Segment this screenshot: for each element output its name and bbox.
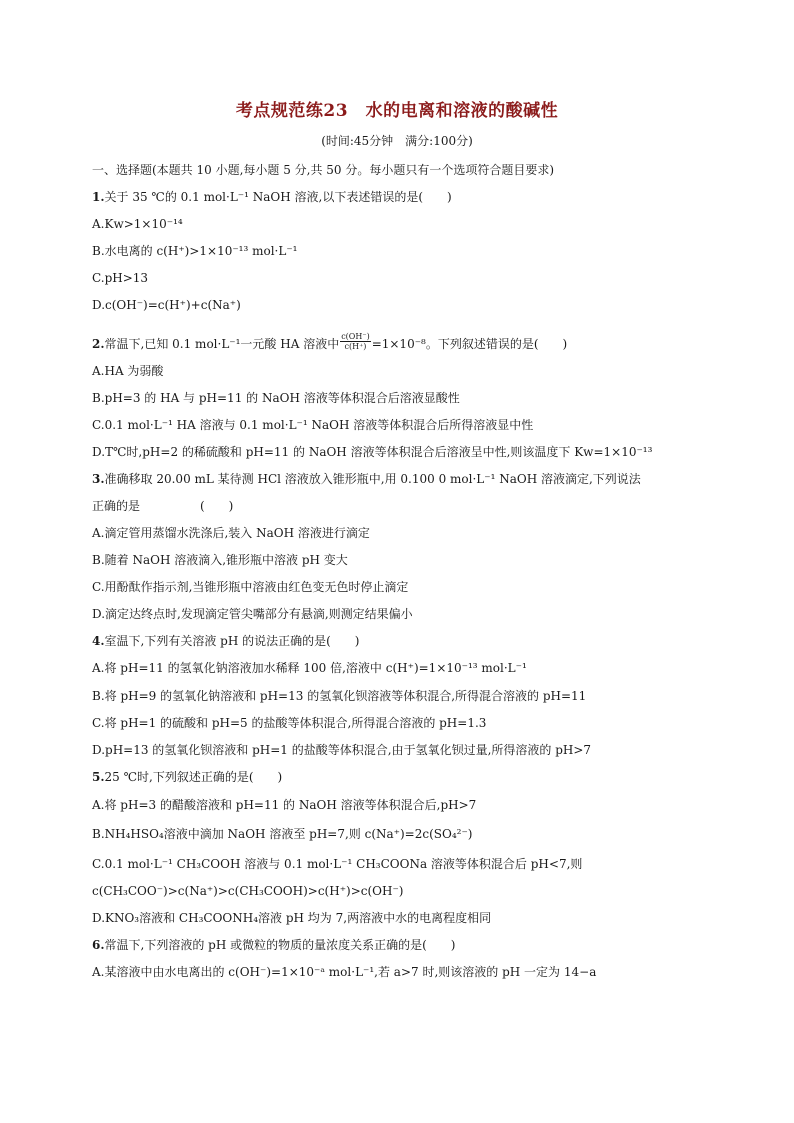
option-5c-cont: c(CH₃COO⁻)>c(Na⁺)>c(CH₃COOH)>c(H⁺)>c(OH⁻) <box>92 884 404 898</box>
option-5d: D.KNO₃溶液和 CH₃COONH₄溶液 pH 均为 7,两溶液中水的电离程度相同 <box>92 911 492 925</box>
question-stem: 关于 35 ℃的 0.1 mol·L⁻¹ NaOH 溶液,以下表述错误的是( ) <box>104 190 452 204</box>
question-number: 4. <box>92 634 105 648</box>
question-number: 6. <box>92 938 105 952</box>
option-1d: D.c(OH⁻)=c(H⁺)+c(Na⁺) <box>92 298 241 312</box>
question-5 <box>92 769 282 785</box>
question-stem-post: =1×10⁻⁸。下列叙述错误的是( ) <box>371 337 568 351</box>
question-stem: 准确移取 20.00 mL 某待测 HCl 溶液放入锥形瓶中,用 0.100 0 mol·L⁻¹ NaOH 溶液滴定,下列说法 <box>104 472 641 486</box>
question-6 <box>92 937 456 953</box>
question-3-stem-cont: 正确的是 ( ) <box>92 499 234 513</box>
option-5c: C.0.1 mol·L⁻¹ CH₃COOH 溶液与 0.1 mol·L⁻¹ CH₃COONa 溶液等体积混合后 pH<7,则 <box>92 857 583 871</box>
question-3 <box>92 471 641 487</box>
option-3c: C.用酚酞作指示剂,当锥形瓶中溶液由红色变无色时停止滴定 <box>92 580 409 594</box>
option-2a: A.HA 为弱酸 <box>92 364 164 378</box>
option-3b: B.随着 NaOH 溶液滴入,锥形瓶中溶液 pH 变大 <box>92 553 348 567</box>
page-subtitle: (时间:45分钟 满分:100分) <box>321 134 473 148</box>
question-stem-pre: 常温下,已知 0.1 mol·L⁻¹一元酸 HA 溶液中 <box>104 337 340 351</box>
option-4d: D.pH=13 的氢氧化钡溶液和 pH=1 的盐酸等体积混合,由于氢氧化钡过量,所得溶液的 pH>7 <box>92 743 592 757</box>
question-number: 2. <box>92 337 105 351</box>
option-2b: B.pH=3 的 HA 与 pH=11 的 NaOH 溶液等体积混合后溶液显酸性 <box>92 391 460 405</box>
option-2d: D.T℃时,pH=2 的稀硫酸和 pH=11 的 NaOH 溶液等体积混合后溶液呈中性,则该温度下 Kw=1×10⁻¹³ <box>92 445 653 459</box>
option-5a: A.将 pH=3 的醋酸溶液和 pH=11 的 NaOH 溶液等体积混合后,pH>7 <box>92 798 477 812</box>
ratio-fraction <box>340 332 370 351</box>
question-number: 5. <box>92 770 105 784</box>
option-6a: A.某溶液中由水电离出的 c(OH⁻)=1×10⁻ᵃ mol·L⁻¹,若 a>7 时,则该溶液的 pH 一定为 14−a <box>92 965 597 979</box>
option-1c: C.pH>13 <box>92 271 149 285</box>
question-stem: 常温下,下列溶液的 pH 或微粒的物质的量浓度关系正确的是( ) <box>104 938 456 952</box>
question-1 <box>92 189 452 205</box>
question-number: 3. <box>92 472 105 486</box>
question-4 <box>92 633 360 649</box>
option-5b: B.NH₄HSO₄溶液中滴加 NaOH 溶液至 pH=7,则 c(Na⁺)=2c(SO₄²⁻) <box>92 827 473 841</box>
option-4c: C.将 pH=1 的硫酸和 pH=5 的盐酸等体积混合,所得混合溶液的 pH=1.3 <box>92 716 487 730</box>
option-3a: A.滴定管用蒸馏水洗涤后,装入 NaOH 溶液进行滴定 <box>92 526 370 540</box>
question-stem: 室温下,下列有关溶液 pH 的说法正确的是( ) <box>104 634 360 648</box>
section-heading: 一、选择题(本题共 10 小题,每小题 5 分,共 50 分。每小题只有一个选项符合题目要求) <box>92 163 555 177</box>
option-4b: B.将 pH=9 的氢氧化钠溶液和 pH=13 的氢氧化钡溶液等体积混合,所得混合溶液的 pH=11 <box>92 689 587 703</box>
option-1b: B.水电离的 c(H⁺)>1×10⁻¹³ mol·L⁻¹ <box>92 244 298 258</box>
option-3d: D.滴定达终点时,发现滴定管尖嘴部分有悬滴,则测定结果偏小 <box>92 607 413 621</box>
question-stem: 25 ℃时,下列叙述正确的是( ) <box>104 770 283 784</box>
question-2 <box>92 332 568 354</box>
page-title: 考点规范练23 水的电离和溶液的酸碱性 <box>235 101 559 121</box>
option-1a: A.Kw>1×10⁻¹⁴ <box>92 217 183 231</box>
fraction-denominator: c(H⁺) <box>344 342 367 351</box>
fraction-numerator: c(OH⁻) <box>341 332 370 341</box>
option-4a: A.将 pH=11 的氢氧化钠溶液加水稀释 100 倍,溶液中 c(H⁺)=1×10⁻¹³ mol·L⁻¹ <box>92 661 527 675</box>
question-number: 1. <box>92 190 105 204</box>
option-2c: C.0.1 mol·L⁻¹ HA 溶液与 0.1 mol·L⁻¹ NaOH 溶液等体积混合后所得溶液显中性 <box>92 418 534 432</box>
